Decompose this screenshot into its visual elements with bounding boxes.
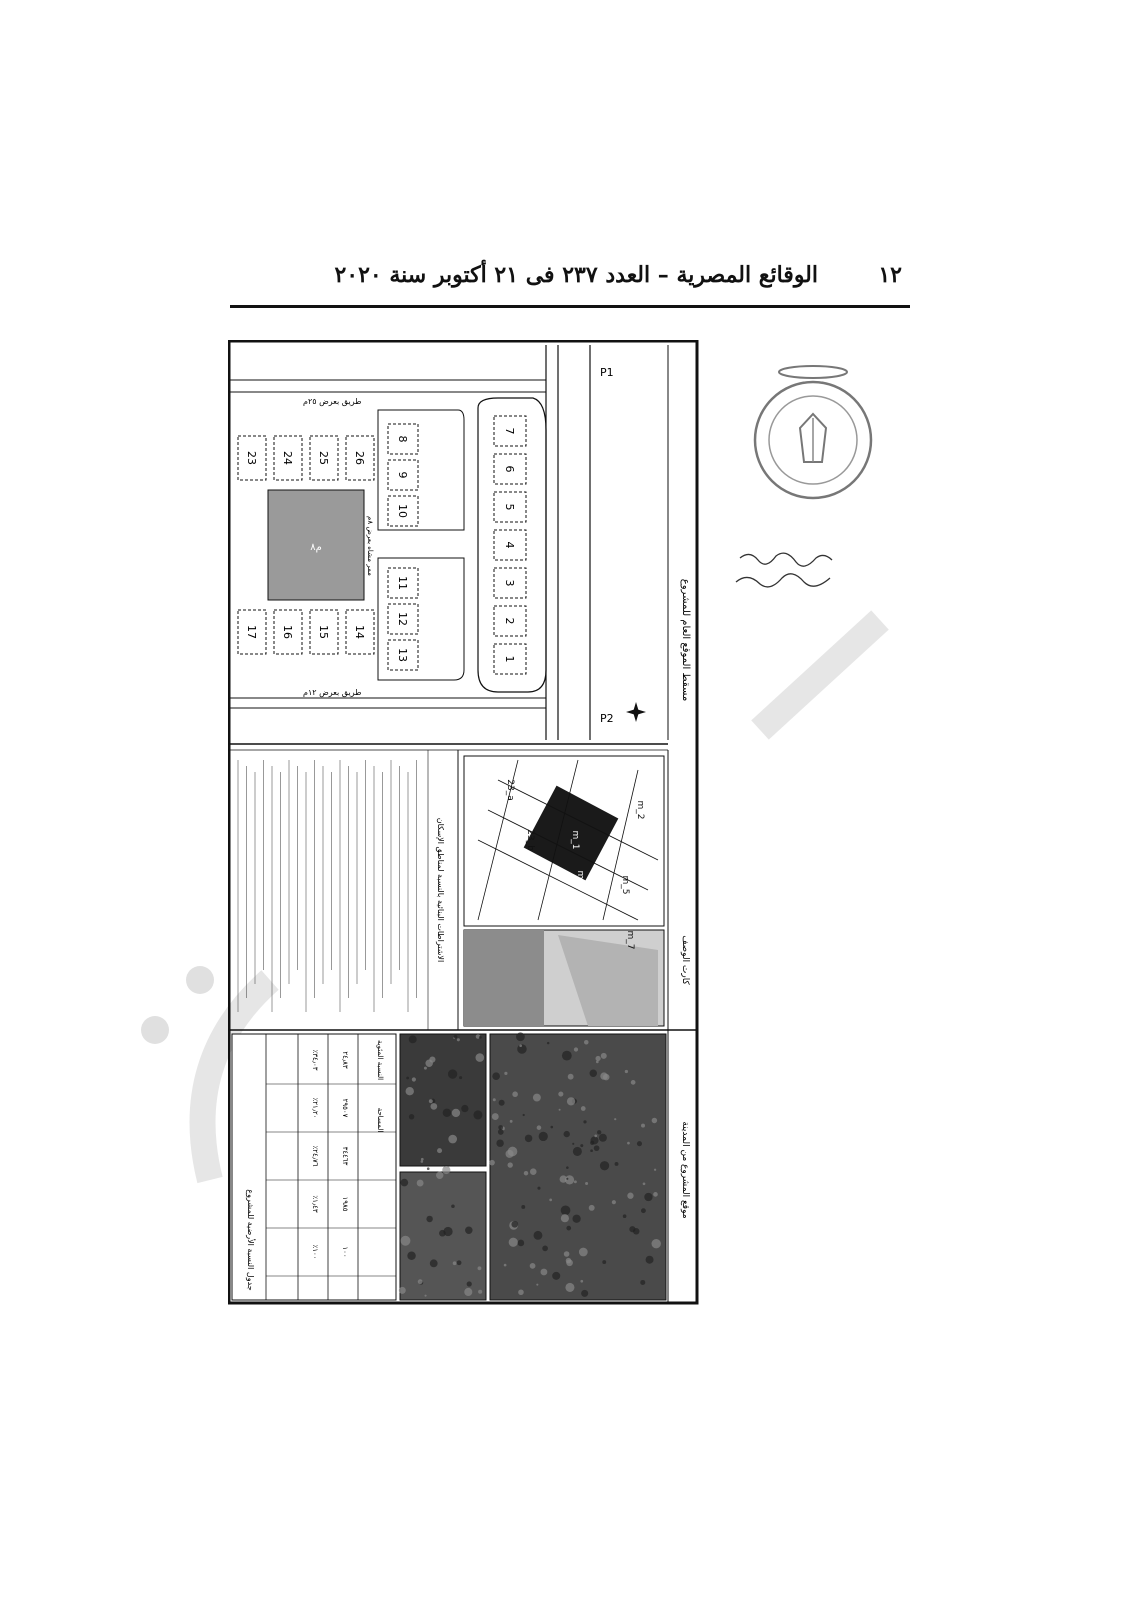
svg-text:٪٢١٫٢٠: ٪٢١٫٢٠ [311,1097,319,1119]
table-header-percent: النسبة المئوية [376,1039,384,1081]
official-stamp [748,358,878,512]
parking-label-p1: P1 [600,366,614,379]
svg-text:23_a: 23_a [505,779,515,801]
svg-text:17: 17 [245,625,258,639]
central-block-label: م٨ [310,542,322,553]
svg-text:7: 7 [503,427,516,435]
east-row-unit [494,644,526,674]
svg-text:3: 3 [503,579,516,587]
west-bottom-unit [310,610,338,654]
top-road-label: طريق بعرض ٢٥م [303,397,362,406]
running-title: الوقائع المصرية – العدد ٢٣٧ فى ٢١ أكتوبر سنة ٢٠٢٠ [334,262,818,288]
table-header-area: المساحة [376,1107,384,1133]
middle-top-unit [388,496,418,526]
west-top-unit [346,436,374,480]
svg-text:1: 1 [503,655,516,663]
svg-text:26: 26 [353,451,366,465]
middle-top-unit [388,424,418,454]
svg-text:٪٢٤٫٧٦: ٪٢٤٫٧٦ [311,1145,319,1167]
parking-label-p2: P2 [600,712,614,725]
west-bottom-unit [274,610,302,654]
north-arrow-icon [626,702,646,722]
middle-top-unit [388,460,418,490]
key-plot-label [625,931,635,950]
east-row-unit [494,530,526,560]
svg-text:m_2: m_2 [635,800,645,820]
svg-text:12: 12 [396,612,409,626]
svg-text:13: 13 [396,648,409,662]
svg-text:24: 24 [281,451,294,465]
site-key [464,750,690,1030]
middle-bottom-unit [388,640,418,670]
west-top-unit [310,436,338,480]
middle-bottom-unit [388,568,418,598]
west-top-unit [238,436,266,480]
svg-text:15: 15 [317,625,330,639]
internal-road-label: ممر مشاه بعرض ٨م [366,516,374,576]
location-map [399,1030,690,1303]
site-key-title: كارت الوصف [680,935,690,985]
table-title: جدول النسبة الأرضية للمشروع [246,1189,255,1291]
svg-text:m_1: m_1 [570,830,580,850]
svg-text:m_3: m_3 [575,870,585,890]
header-rule [230,305,910,308]
east-row-unit [494,606,526,636]
svg-text:4: 4 [503,541,516,549]
conditions-title: الاشتراطات البنائية بالنسبة لمناطق الإسكان [436,817,445,963]
svg-text:8: 8 [396,435,409,443]
svg-text:10: 10 [396,504,409,518]
svg-text:25: 25 [317,451,330,465]
key-plot-label [505,779,515,800]
svg-text:٣٤٤٦٣: ٣٤٤٦٣ [341,1146,349,1166]
page-number: ١٢ [878,262,902,288]
west-bottom-unit [238,610,266,654]
east-row-unit [494,568,526,598]
svg-text:5: 5 [503,503,516,511]
svg-text:6: 6 [503,465,516,473]
east-row-unit [494,454,526,484]
svg-text:16: 16 [281,625,294,639]
svg-text:١٠٠: ١٠٠ [341,1246,349,1258]
svg-text:23: 23 [245,451,258,465]
location-title: موقع المشروع من المدينة [680,1121,690,1219]
svg-text:١٩٨٥: ١٩٨٥ [341,1196,349,1212]
svg-text:٪١٠٠: ٪١٠٠ [311,1244,319,1260]
svg-text:11: 11 [396,576,409,590]
bottom-road-label: طريق بعرض ١٢م [303,688,362,697]
svg-text:m_7: m_7 [625,930,635,950]
general-layout-title: مسقط الموقع العام للمشروع [680,578,691,702]
area-table [232,1034,396,1300]
key-plot-label [635,801,645,820]
general-layout [228,345,691,740]
svg-text:٢٤٫٨٣: ٢٤٫٨٣ [341,1051,349,1069]
east-row-unit [494,416,526,446]
svg-text:2: 2 [503,617,516,625]
west-bottom-unit [346,610,374,654]
key-plot-label [575,871,585,890]
handwritten-signature [730,548,840,602]
svg-text:23_b: 23_b [525,829,535,851]
west-top-unit [274,436,302,480]
building-conditions [238,750,445,1030]
svg-text:٢٩٥٠٧: ٢٩٥٠٧ [341,1098,349,1118]
page-header [230,262,910,302]
middle-bottom-unit [388,604,418,634]
svg-text:m_5: m_5 [620,875,630,895]
east-row-unit [494,492,526,522]
key-plot-label [570,831,580,850]
svg-text:14: 14 [353,625,366,639]
svg-text:٪١٫٤٣: ٪١٫٤٣ [311,1195,319,1213]
svg-text:9: 9 [396,471,409,479]
svg-text:٪٣٤٫٠٣: ٪٣٤٫٠٣ [311,1049,319,1071]
site-plan [228,340,720,1338]
